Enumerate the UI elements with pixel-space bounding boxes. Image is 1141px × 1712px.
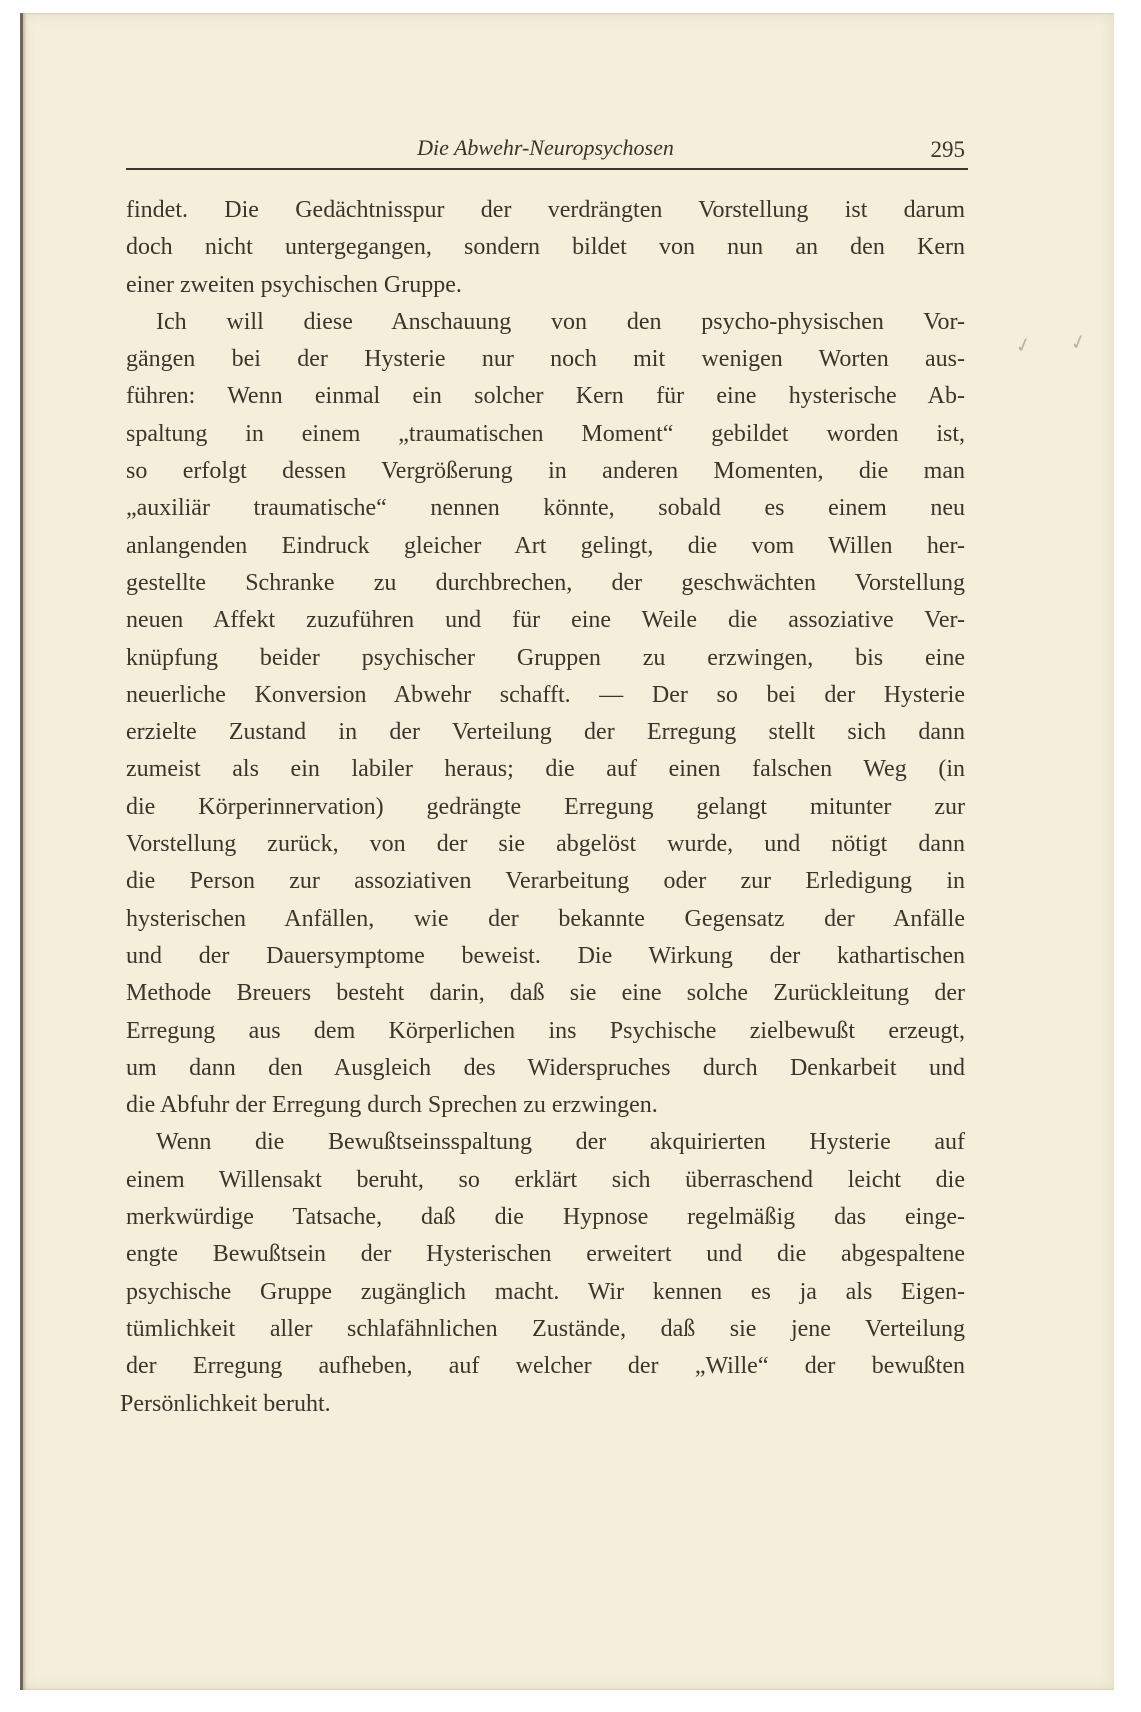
text-line: „auxiliär traumatische“ nennen könnte, sobald es einem neu bbox=[126, 495, 965, 522]
text-line: die Abfuhr der Erregung durch Sprechen zu erzwingen. bbox=[126, 1092, 658, 1119]
text-line: neuen Affekt zuzuführen und für eine Weile die assoziative Ver- bbox=[126, 607, 965, 634]
text-line: so erfolgt dessen Vergrößerung in anderen Momenten, die man bbox=[126, 458, 965, 485]
page-number: 295 bbox=[930, 137, 965, 162]
running-title: Die Abwehr-Neuropsychosen bbox=[417, 135, 674, 160]
text-line: tümlichkeit aller schlafähnlichen Zustände, daß sie jene Verteilung bbox=[126, 1315, 965, 1342]
page-edge-shadow bbox=[20, 13, 23, 1690]
text-line: knüpfung beider psychischer Gruppen zu erzwingen, bis eine bbox=[126, 644, 965, 671]
text-line: spaltung in einem „traumatischen Moment“ gebildet worden ist, bbox=[126, 420, 965, 447]
text-line: Persönlichkeit beruht. bbox=[120, 1390, 331, 1417]
header-rule bbox=[126, 168, 968, 170]
page-header bbox=[126, 135, 965, 169]
text-line: hysterischen Anfällen, wie der bekannte Gegensatz der Anfälle bbox=[126, 905, 965, 932]
text-line: gängen bei der Hysterie nur noch mit wenigen Worten aus- bbox=[126, 346, 965, 373]
text-line: und der Dauersymptome beweist. Die Wirkung der kathartischen bbox=[126, 942, 965, 969]
text-line: gestellte Schranke zu durchbrechen, der geschwächten Vorstellung bbox=[126, 569, 965, 596]
text-line: zumeist als ein labiler heraus; die auf einen falschen Weg (in bbox=[126, 756, 965, 783]
text-line: merkwürdige Tatsache, daß die Hypnose regelmäßig das einge- bbox=[126, 1204, 965, 1231]
text-line: Ich will diese Anschauung von den psycho-physischen Vor- bbox=[156, 308, 965, 335]
text-line: einer zweiten psychischen Gruppe. bbox=[126, 271, 462, 298]
text-line: einem Willensakt beruht, so erklärt sich überraschend leicht die bbox=[126, 1166, 965, 1193]
text-line: führen: Wenn einmal ein solcher Kern für eine hysterische Ab- bbox=[126, 383, 965, 410]
text-line: um dann den Ausgleich des Widerspruches durch Denkarbeit und bbox=[126, 1054, 965, 1081]
text-line: die Person zur assoziativen Verarbeitung oder zur Erledigung in bbox=[126, 868, 965, 895]
pencil-mark-icon: ✓ bbox=[1012, 331, 1035, 359]
text-line: Methode Breuers besteht darin, daß sie eine solche Zurückleitung der bbox=[126, 980, 965, 1007]
text-line: psychische Gruppe zugänglich macht. Wir kennen es ja als Eigen- bbox=[126, 1278, 965, 1305]
text-line: engte Bewußtsein der Hysterischen erweitert und die abgespaltene bbox=[126, 1241, 965, 1268]
body-text bbox=[120, 192, 965, 1423]
text-line: Vorstellung zurück, von der sie abgelöst wurde, und nötigt dann bbox=[126, 831, 965, 858]
text-line: neuerliche Konversion Abwehr schafft. — Der so bei der Hysterie bbox=[126, 681, 965, 708]
text-line: doch nicht untergegangen, sondern bildet von nun an den Kern bbox=[126, 234, 965, 261]
text-line: Wenn die Bewußtseinsspaltung der akquirierten Hysterie auf bbox=[156, 1129, 965, 1156]
text-line: anlangenden Eindruck gleicher Art gelingt, die vom Willen her- bbox=[126, 532, 965, 559]
text-line: findet. Die Gedächtnisspur der verdrängten Vorstellung ist darum bbox=[126, 197, 965, 223]
pencil-mark-icon: ✓ bbox=[1067, 328, 1090, 356]
text-line: die Körperinnervation) gedrängte Erregung gelangt mitunter zur bbox=[126, 793, 965, 820]
text-line: erzielte Zustand in der Verteilung der Erregung stellt sich dann bbox=[126, 719, 965, 746]
text-line: Erregung aus dem Körperlichen ins Psychische zielbewußt erzeugt, bbox=[126, 1017, 965, 1044]
text-line: der Erregung aufheben, auf welcher der „Wille“ der bewußten bbox=[126, 1353, 965, 1380]
